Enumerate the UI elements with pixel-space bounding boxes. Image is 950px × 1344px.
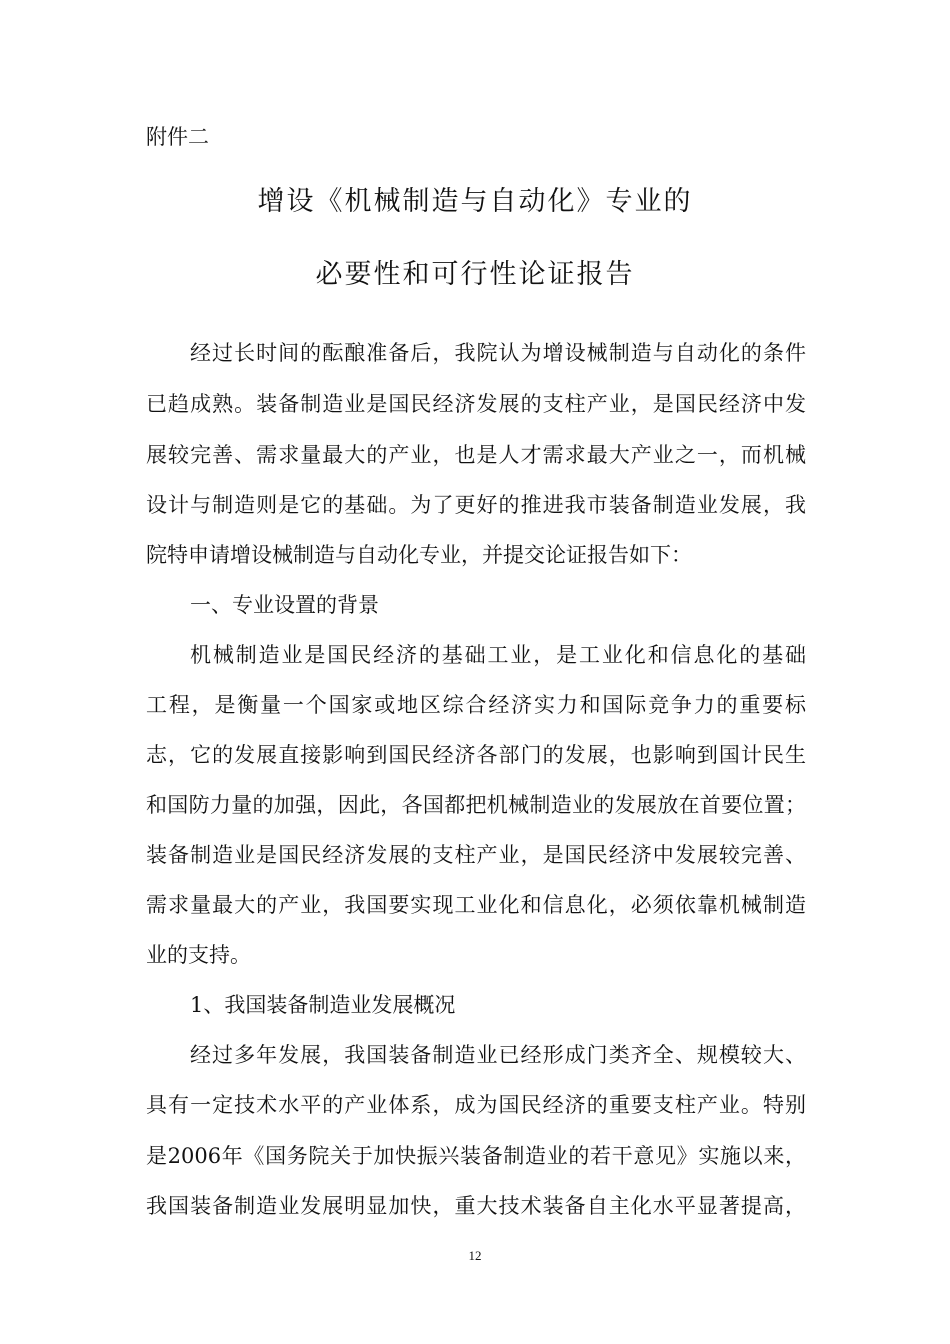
paragraph-line: 已趋成熟。装备制造业是国民经济发展的支柱产业，是国民经济中发 <box>146 392 806 416</box>
page-number: 12 <box>468 1248 482 1263</box>
paragraph-line: 院特申请增设械制造与自动化专业，并提交论证报告如下： <box>146 543 692 567</box>
paragraph-line: 具有一定技术水平的产业体系，成为国民经济的重要支柱产业。特别 <box>146 1093 806 1117</box>
paragraph-line: 是2006年《国务院关于加快振兴装备制造业的若干意见》实施以来， <box>146 1144 806 1168</box>
subsection-heading: 1、我国装备制造业发展概况 <box>190 993 456 1017</box>
paragraph-line: 经过长时间的酝酿准备后，我院认为增设械制造与自动化的条件 <box>190 341 806 365</box>
paragraph-line: 展较完善、需求量最大的产业，也是人才需求最大产业之一，而机械 <box>146 443 806 467</box>
paragraph-line: 志，它的发展直接影响到国民经济各部门的发展，也影响到国计民生 <box>146 743 806 767</box>
title-line-1: 增设《机械制造与自动化》专业的 <box>257 186 693 217</box>
paragraph-line: 设计与制造则是它的基础。为了更好的推进我市装备制造业发展，我 <box>146 493 806 517</box>
paragraph-line: 需求量最大的产业，我国要实现工业化和信息化，必须依靠机械制造 <box>146 893 806 917</box>
paragraph-line: 和国防力量的加强，因此，各国都把机械制造业的发展放在首要位置； <box>146 793 806 817</box>
paragraph-line: 机械制造业是国民经济的基础工业，是工业化和信息化的基础 <box>190 643 806 667</box>
paragraph-line: 业的支持。 <box>146 943 251 967</box>
paragraph-line: 经过多年发展，我国装备制造业已经形成门类齐全、规模较大、 <box>190 1043 806 1067</box>
paragraph-line: 工程，是衡量一个国家或地区综合经济实力和国际竞争力的重要标 <box>146 693 806 717</box>
attachment-label: 附件二 <box>146 125 209 149</box>
paragraph-line: 我国装备制造业发展明显加快，重大技术装备自主化水平显著提高， <box>146 1194 806 1218</box>
title-line-2: 必要性和可行性论证报告 <box>315 259 635 290</box>
section-heading: 一、专业设置的背景 <box>190 593 379 617</box>
paragraph-line: 装备制造业是国民经济发展的支柱产业，是国民经济中发展较完善、 <box>146 843 806 867</box>
